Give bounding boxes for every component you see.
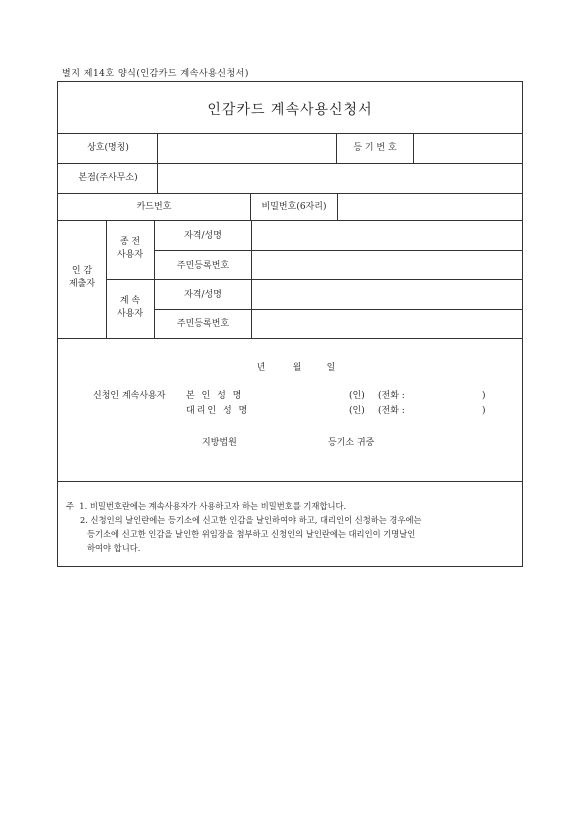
note-2c: 하여야 합니다. [87, 543, 141, 553]
note-1: 1. 비밀번호란에는 계속사용자가 사용하고자 하는 비밀번호를 기재합니다. [79, 501, 347, 511]
label-registration-number: 등 기 번 호 [353, 143, 397, 153]
date-day: 일 [326, 363, 336, 373]
applicant-prefix: 신청인 계속사용자 [93, 391, 166, 401]
notes-prefix: 주 [66, 501, 75, 511]
self-seal: (인) [349, 391, 365, 401]
label-line: 종 전 [119, 237, 141, 247]
business-name-field[interactable] [158, 134, 335, 162]
note-2b: 등기소에 신고한 인감을 날인한 위임장을 첨부하고 신청인의 날인란에는 대리인이 기명날인 [87, 529, 416, 539]
self-phone-label: (전화 : [378, 391, 405, 401]
label-cont-resident-number: 주민등록번호 [176, 319, 230, 329]
registration-number-field[interactable] [414, 134, 521, 162]
label-password: 비밀번호(6자리) [261, 202, 327, 212]
form-title: 인감카드 계속사용신청서 [207, 102, 373, 118]
password-field[interactable] [338, 194, 521, 219]
notes [66, 499, 422, 555]
label-previous-user [117, 236, 143, 262]
label-head-office: 본점(주사무소) [78, 173, 138, 183]
divider [58, 481, 522, 482]
agent-seal: (인) [349, 406, 365, 416]
form-caption: 별지 제14호 양식(인감카드 계속사용신청서) [62, 69, 249, 79]
agent-phone-close: ) [482, 406, 486, 416]
label-line: 사용자 [116, 309, 144, 319]
date-month: 월 [292, 363, 302, 373]
label-prev-qualification-name: 자격/성명 [184, 231, 222, 241]
label-business-name: 상호(명칭) [87, 143, 129, 153]
prev-qualification-name-field[interactable] [252, 221, 521, 249]
divider [106, 220, 107, 338]
agent-phone-label: (전화 : [378, 406, 405, 416]
head-office-field[interactable] [158, 164, 521, 192]
cont-qualification-name-field[interactable] [252, 280, 521, 308]
date-year: 년 [256, 363, 266, 373]
label-line: 사용자 [116, 250, 144, 260]
label-seal-submitter [69, 265, 95, 291]
application-form [57, 81, 523, 567]
label-line: 인 감 [71, 266, 93, 276]
label-card-number: 카드번호 [136, 202, 172, 212]
note-2a: 2. 신청인의 날인란에는 등기소에 신고한 인감을 날인하여야 하고, 대리인이 신청하는 경우에는 [80, 515, 422, 525]
self-phone-close: ) [482, 391, 486, 401]
prev-resident-number-field[interactable] [252, 251, 521, 278]
divider [58, 338, 522, 339]
registry-office: 등기소 귀중 [328, 438, 375, 448]
label-cont-qualification-name: 자격/성명 [184, 290, 222, 300]
label-agent-name: 대리인 성 명 [186, 406, 250, 416]
district-court: 지방법원 [202, 438, 237, 448]
divider [250, 193, 251, 220]
label-continuing-user [117, 295, 143, 321]
divider [154, 220, 155, 338]
label-prev-resident-number: 주민등록번호 [176, 261, 230, 271]
label-self-name: 본 인 성 명 [186, 391, 244, 401]
cont-resident-number-field[interactable] [252, 310, 521, 337]
label-line: 제출자 [68, 279, 96, 289]
divider [336, 133, 337, 163]
label-line: 계 속 [119, 296, 141, 306]
